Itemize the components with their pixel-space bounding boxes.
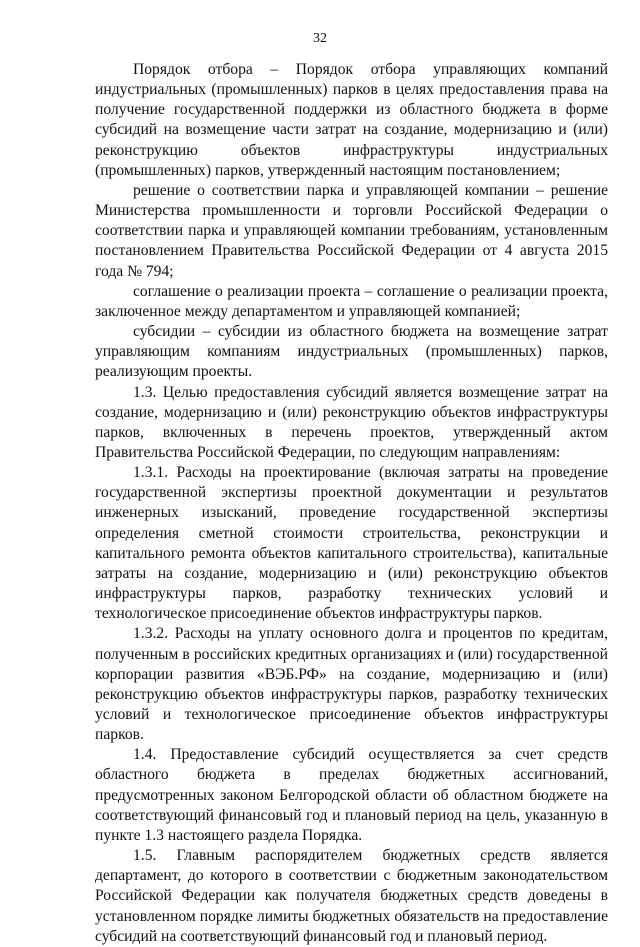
clause-1-3-2: 1.3.2. Расходы на уплату основного долга и процентов по кредитам, полученным в российских кредитных организациях и (или) государственной корпорации развития «ВЭБ.РФ» на создание, модернизацию и (или) реконструкцию объектов инфраструктуры парков, разработку технических условий и технологическое присоединение объектов инфраструктуры парков. (95, 625, 608, 744)
definition-selection-procedure: Порядок отбора – Порядок отбора управляющих компаний индустриальных (промышленных) парков в целях предоставления права на получение государственной поддержки из областного бюджета в форме субсидий на возмещение части затрат на создание, модернизацию и (или) реконструкцию объектов инфраструктуры индустриальных (промышленных) парков, утвержденный настоящим постановлением; (95, 61, 608, 179)
clause-1-4: 1.4. Предоставление субсидий осуществляется за счет средств областного бюджета в пределах бюджетных ассигнований, предусмотренных законом Белгородской области об областном бюджете на соответствующий финансовый год и плановый период на цель, указанную в пункте 1.3 настоящего раздела Порядка. (95, 746, 608, 844)
clause-1-3: 1.3. Целью предоставления субсидий является возмещение затрат на создание, модернизацию и (или) реконструкцию объектов инфраструктуры парков, включенных в перечень проектов, утвержденный актом Правительства Российской Федерации, по следующим направлениям: (95, 383, 608, 461)
page-number: 32 (313, 31, 327, 46)
clause-1-3-1: 1.3.1. Расходы на проектирование (включая затраты на проведение государственной экспертизы проектной документации и результатов инженерных изысканий, проведение государственной экспертизы определения сметной стоимости строительства, реконструкции и капитального ремонта объектов капитального строительства), капитальные затраты на создание, модернизацию и (или) реконструкцию объектов инфраструктуры парков, разработку технических условий и технологическое присоединение объектов инфраструктуры парков. (95, 464, 608, 623)
document-body (95, 60, 608, 947)
definition-compliance-decision: решение о соответствии парка и управляющей компании – решение Министерства промышленности и торговли Российской Федерации о соответствии парка и управляющей компании требованиям, установленным постановлением Правительства Российской Федерации от 4 августа 2015 года № 794; (95, 181, 608, 280)
definition-subsidies: субсидии – субсидии из областного бюджета на возмещение затрат управляющим компаниям индустриальных (промышленных) парков, реализующим проекты. (95, 323, 608, 381)
clause-1-5: 1.5. Главным распорядителем бюджетных средств является департамент, до которого в соответствии с бюджетным законодательством Российской Федерации как получателя бюджетных средств доведены в установленном порядке лимиты бюджетных обязательств на предоставление субсидий на соответствующий финансовый год и плановый период. (95, 847, 608, 945)
definition-project-agreement: соглашение о реализации проекта – соглашение о реализации проекта, заключенное между департаментом и управляющей компанией; (95, 282, 608, 320)
